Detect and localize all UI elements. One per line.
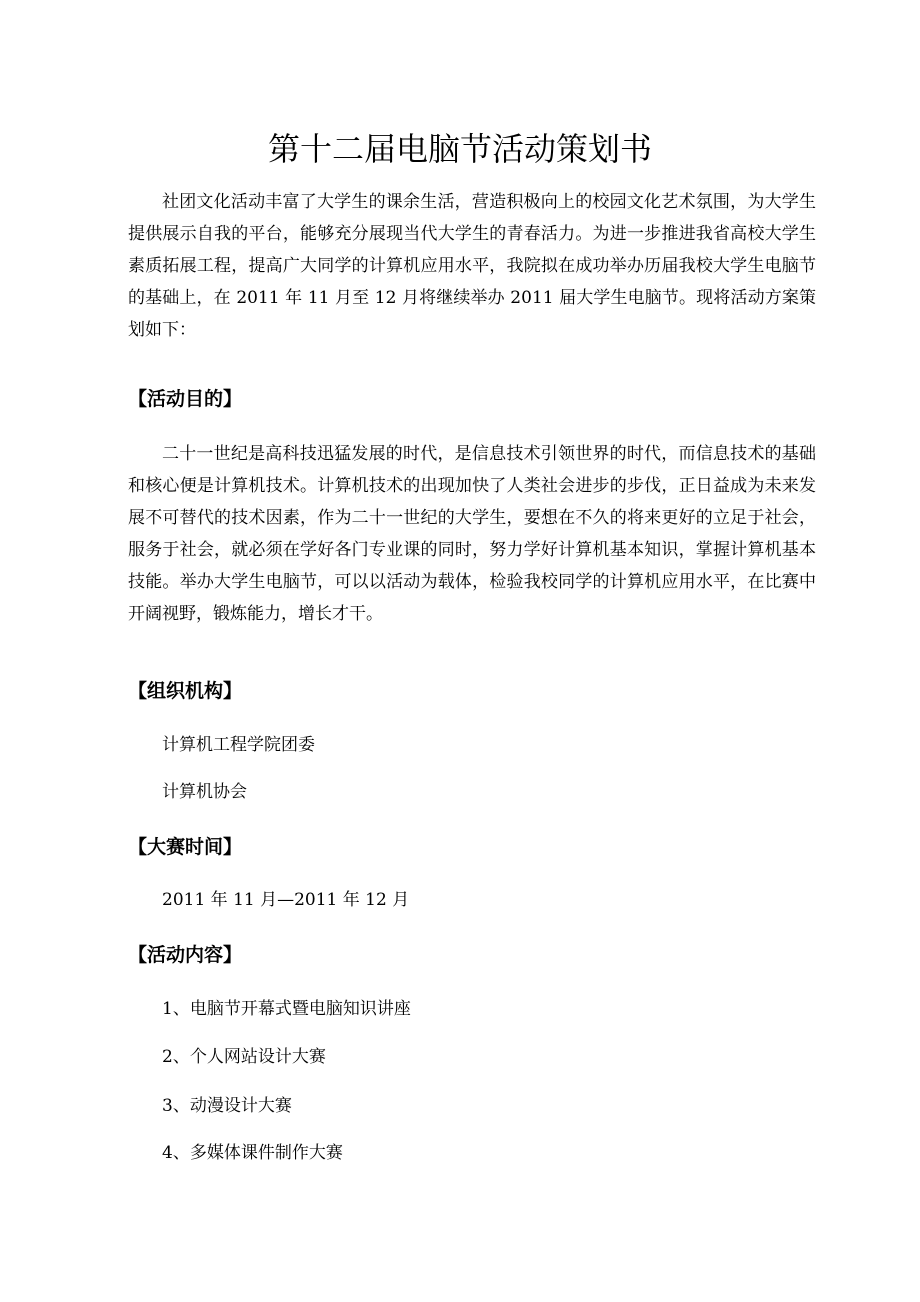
- organization-item: 计算机协会: [162, 782, 247, 802]
- content-item: 3、动漫设计大赛: [162, 1096, 292, 1116]
- time-value: 2011 年 11 月—2011 年 12 月: [162, 890, 410, 910]
- heading-organization: 【组织机构】: [128, 680, 243, 702]
- intro-paragraph: 社团文化活动丰富了大学生的课余生活，营造积极向上的校园文化艺术氛围，为大学生提供展示自我的平台，能够充分展现当代大学生的青春活力。为进一步推进我省高校大学生素质拓展工程，提高广大同学的计算机应用水平，我院拟在成功举办历届我校大学生电脑节的基础上，在 2011 年 11 月至 12 月将继续举办 2011 届大学生电脑节。现将活动方案策划如下：: [128, 192, 816, 340]
- organization-item: 计算机工程学院团委: [162, 735, 315, 755]
- content-item: 2、个人网站设计大赛: [162, 1047, 326, 1067]
- heading-time: 【大赛时间】: [128, 836, 243, 858]
- content-item: 1、电脑节开幕式暨电脑知识讲座: [162, 999, 411, 1019]
- document-title: 第十二届电脑节活动策划书: [267, 130, 652, 168]
- purpose-paragraph: 二十一世纪是高科技迅猛发展的时代，是信息技术引领世界的时代，而信息技术的基础和核心便是计算机技术。计算机技术的出现加快了人类社会进步的步伐，正日益成为未来发展不可替代的技术因素，作为二十一世纪的大学生，要想在不久的将来更好的立足于社会，服务于社会，就必须在学好各门专业课的同时，努力学好计算机基本知识，掌握计算机基本技能。举办大学生电脑节，可以以活动为载体，检验我校同学的计算机应用水平，在比赛中开阔视野，锻炼能力，增长才干。: [128, 444, 816, 624]
- content-item: 4、多媒体课件制作大赛: [162, 1143, 343, 1163]
- heading-content: 【活动内容】: [128, 944, 243, 966]
- heading-purpose: 【活动目的】: [128, 388, 243, 410]
